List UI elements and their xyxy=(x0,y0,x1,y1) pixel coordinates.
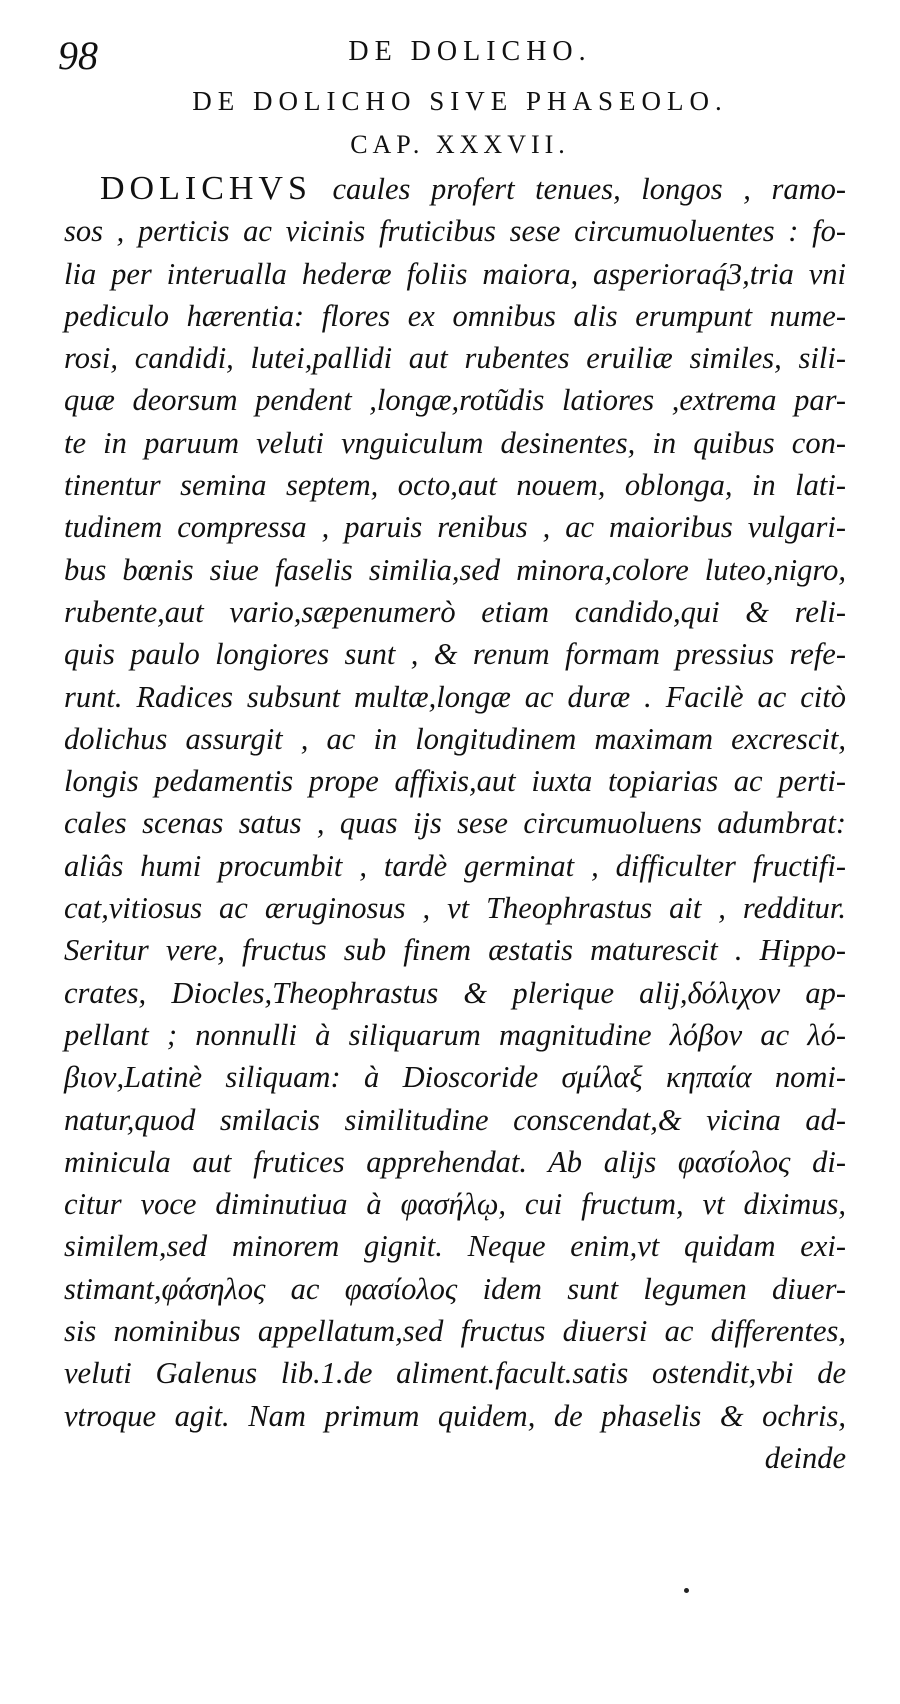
text-line: runt. Radices subsunt multæ,longæ ac duræ . Facilè ac citò xyxy=(64,679,846,714)
text-line: minicula aut frutices apprehendat. Ab alijs φασίολος di- xyxy=(64,1144,846,1179)
text-line: longis pedamentis prope affixis,aut iuxta topiarias ac perti- xyxy=(64,764,846,799)
body-text xyxy=(64,168,846,1479)
chapter-number: CAP. XXXVII. xyxy=(350,130,570,159)
first-line-rest: caules profert tenues, longos , ramo- xyxy=(311,172,846,206)
text-line: stimant,φάσηλος ac φασίολος idem sunt legumen diuer- xyxy=(64,1271,846,1306)
text-line: dolichus assurgit , ac in longitudinem maximam excrescit, xyxy=(64,721,846,756)
text-line: rosi, candidi, lutei,pallidi aut rubentes eruiliæ similes, sili- xyxy=(64,341,846,376)
ink-speck xyxy=(684,1588,689,1593)
text-line: βιον,Latinè siliquam: à Dioscoride σμίλαξ κηπαία nomi- xyxy=(64,1060,846,1095)
text-line: veluti Galenus lib.1.de aliment.facult.satis ostendit,vbi de xyxy=(64,1356,846,1391)
page-number: 98 xyxy=(58,33,98,78)
first-word: DOLICHVS xyxy=(100,170,312,207)
text-line: te in paruum veluti vnguiculum desinentes, in quibus con- xyxy=(64,425,846,460)
running-head: DE DOLICHO. xyxy=(348,36,592,67)
text-line: pediculo hærentia: flores ex omnibus alis erumpunt nume- xyxy=(64,298,846,333)
text-line: sis nominibus appellatum,sed fructus diuersi ac differentes, xyxy=(64,1314,846,1349)
text-line: tudinem compressa , paruis renibus , ac maioribus vulgari- xyxy=(64,510,846,545)
text-line: tinentur semina septem, octo,aut nouem, oblonga, in lati- xyxy=(64,468,846,503)
text-line: natur,quod smilacis similitudine conscendat,& vicina ad- xyxy=(64,1102,846,1137)
text-line: crates, Diocles,Theophrastus & plerique alij,δόλιχον ap- xyxy=(64,975,846,1010)
text-line: Seritur vere, fructus sub finem æstatis maturescit . Hippo- xyxy=(64,933,846,968)
text-line: quæ deorsum pendent ,longæ,rotũdis latiores ,extrema par- xyxy=(64,383,846,418)
text-line: quis paulo longiores sunt , & renum formam pressius refe- xyxy=(64,637,846,672)
text-line: bus bœnis siue faselis similia,sed minora,colore luteo,nigro, xyxy=(64,552,846,587)
catchword: deinde xyxy=(764,1440,846,1475)
text-line: vtroque agit. Nam primum quidem, de phaselis & ochris, xyxy=(64,1398,846,1433)
text-line: rubente,aut vario,sæpenumerò etiam candido,qui & reli- xyxy=(64,594,846,629)
text-line: citur voce diminutiua à φασήλῳ, cui fructum, vt diximus, xyxy=(64,1187,846,1222)
text-line: sos , perticis ac vicinis fruticibus sese circumuoluentes : fo- xyxy=(64,214,846,249)
text-line: cales scenas satus , quas ijs sese circumuoluens adumbrat: xyxy=(64,806,846,841)
chapter-title: DE DOLICHO SIVE PHASEOLO. xyxy=(192,86,728,116)
text-line: cat,vitiosus ac æruginosus , vt Theophrastus ait , redditur. xyxy=(64,891,846,926)
text-line: lia per interualla hederæ foliis maiora, asperioraq́3,tria vni xyxy=(64,256,846,291)
text-line: aliâs humi procumbit , tardè germinat , difficulter fructifi- xyxy=(64,848,846,883)
text-line xyxy=(64,168,846,210)
text-line: similem,sed minorem gignit. Neque enim,vt quidam exi- xyxy=(64,1229,846,1264)
text-line: pellant ; nonnulli à siliquarum magnitudine λόβον ac λό- xyxy=(64,1017,846,1052)
